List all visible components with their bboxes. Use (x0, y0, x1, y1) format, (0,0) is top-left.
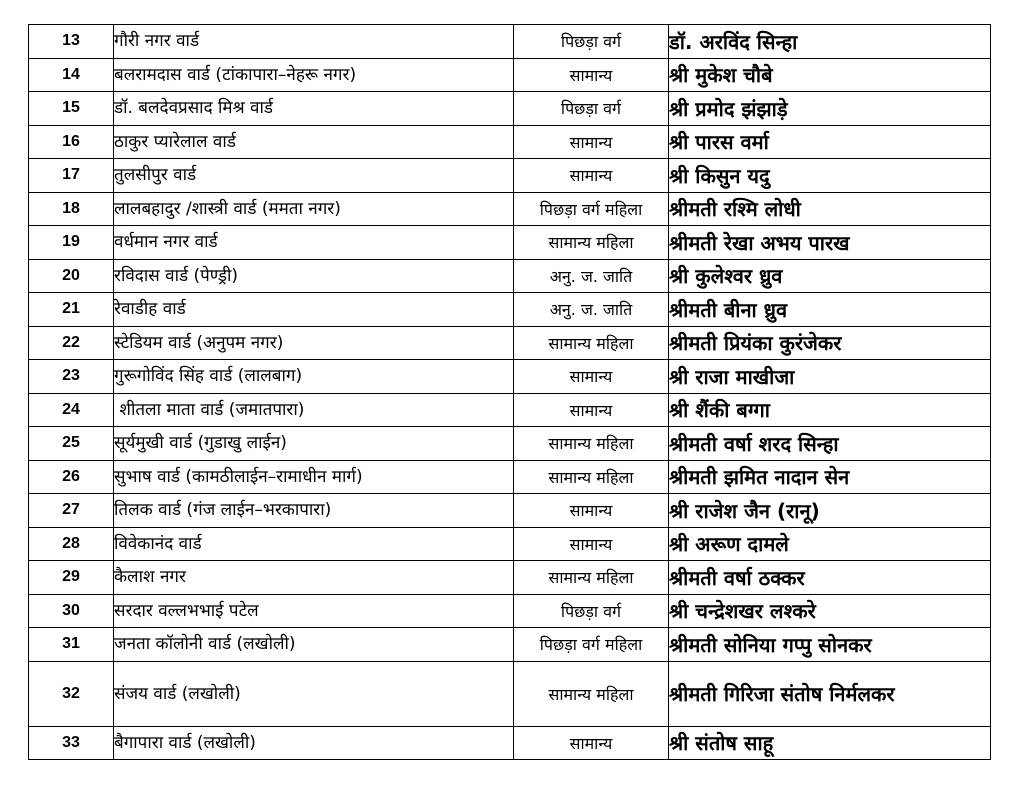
ward-number: 24 (29, 393, 114, 427)
ward-name-cell (114, 527, 514, 561)
candidate-name: श्री संतोष साहू (669, 726, 991, 760)
table-row (29, 494, 991, 528)
ward-name: संजय वार्ड (लखोली) (114, 683, 241, 704)
reservation-category: सामान्य (514, 360, 669, 394)
ward-number: 27 (29, 494, 114, 528)
ward-name: स्टेडियम वार्ड (अनुपम नगर) (114, 332, 284, 353)
table-row (29, 561, 991, 595)
candidate-name: श्रीमती बीना ध्रुव (669, 293, 991, 327)
ward-number: 21 (29, 293, 114, 327)
ward-name: सुभाष वार्ड (कामठीलाईन–रामाधीन मार्ग) (114, 466, 363, 487)
ward-name: तुलसीपुर वार्ड (114, 165, 197, 186)
ward-number: 28 (29, 527, 114, 561)
ward-number: 13 (29, 25, 114, 59)
reservation-category: पिछड़ा वर्ग महिला (514, 628, 669, 662)
candidate-name: श्री राजेश जैन (रानू) (669, 494, 991, 528)
table-row (29, 628, 991, 662)
ward-number: 32 (29, 661, 114, 726)
candidate-name: श्रीमती प्रियंका कुरंजेकर (669, 326, 991, 360)
candidate-name: श्री चन्द्रेशखर लश्करे (669, 594, 991, 628)
candidate-name: श्रीमती रेखा अभय पारख (669, 226, 991, 260)
reservation-category: सामान्य महिला (514, 326, 669, 360)
table-row (29, 326, 991, 360)
table-row (29, 226, 991, 260)
candidate-name: श्रीमती सोनिया गप्पु सोनकर (669, 628, 991, 662)
candidate-name: श्रीमती वर्षा शरद सिन्हा (669, 427, 991, 461)
ward-name-cell (114, 92, 514, 126)
ward-number: 31 (29, 628, 114, 662)
ward-name: रविदास वार्ड (पेण्ड्री) (114, 265, 238, 286)
table-row (29, 293, 991, 327)
ward-name: गौरी नगर वार्ड (114, 31, 200, 52)
candidate-name: डॉ. अरविंद सिन्हा (669, 25, 991, 59)
ward-name: तिलक वार्ड (गंज लाईन–भरकापारा) (114, 500, 332, 521)
ward-name: बलरामदास वार्ड (टांकापारा–नेहरू नगर) (114, 64, 357, 85)
ward-number: 22 (29, 326, 114, 360)
ward-number: 33 (29, 726, 114, 760)
ward-name-cell (114, 494, 514, 528)
reservation-category: सामान्य (514, 527, 669, 561)
ward-number: 23 (29, 360, 114, 394)
reservation-category: सामान्य महिला (514, 427, 669, 461)
reservation-category: अनु. ज. जाति (514, 259, 669, 293)
reservation-category: सामान्य (514, 494, 669, 528)
reservation-category: पिछड़ा वर्ग (514, 25, 669, 59)
ward-number: 15 (29, 92, 114, 126)
ward-name-cell (114, 226, 514, 260)
ward-name-cell (114, 125, 514, 159)
ward-name-cell (114, 427, 514, 461)
ward-name-cell (114, 25, 514, 59)
table-row (29, 527, 991, 561)
candidate-name: श्रीमती वर्षा ठक्कर (669, 561, 991, 595)
ward-name: गुरूगोविंद सिंह वार्ड (लालबाग) (114, 366, 303, 387)
candidate-name: श्री किसुन यदु (669, 159, 991, 193)
table-row (29, 92, 991, 126)
ward-number: 17 (29, 159, 114, 193)
table-row (29, 259, 991, 293)
ward-name-cell (114, 326, 514, 360)
ward-name: सूर्यमुखी वार्ड (गुडाखु लाईन) (114, 433, 287, 454)
reservation-category: पिछड़ा वर्ग (514, 92, 669, 126)
table-row (29, 192, 991, 226)
candidate-name: श्री प्रमोद झंझाड़े (669, 92, 991, 126)
ward-name-cell (114, 594, 514, 628)
ward-number: 26 (29, 460, 114, 494)
ward-number: 29 (29, 561, 114, 595)
table-row (29, 393, 991, 427)
reservation-category: सामान्य महिला (514, 460, 669, 494)
reservation-category: सामान्य (514, 393, 669, 427)
candidate-name: श्री अरूण दामले (669, 527, 991, 561)
ward-number: 14 (29, 58, 114, 92)
ward-name: लालबहादुर /शास्त्री वार्ड (ममता नगर) (114, 198, 341, 219)
ward-name: शीतला माता वार्ड (जमातपारा) (114, 399, 305, 420)
table-row (29, 125, 991, 159)
ward-name-cell (114, 661, 514, 726)
ward-number: 20 (29, 259, 114, 293)
ward-number: 18 (29, 192, 114, 226)
ward-name: जनता कॉलोनी वार्ड (लखोली) (114, 634, 296, 655)
ward-list-sheet (28, 24, 990, 760)
ward-name: डॉ. बलदेवप्रसाद मिश्र वार्ड (114, 98, 273, 119)
table-row (29, 25, 991, 59)
ward-name-cell (114, 58, 514, 92)
ward-name: सरदार वल्लभभाई पटेल (114, 600, 259, 621)
ward-name-cell (114, 159, 514, 193)
reservation-category: सामान्य महिला (514, 226, 669, 260)
candidate-name: श्रीमती गिरिजा संतोष निर्मलकर (669, 661, 991, 726)
ward-name: रेवाडीह वार्ड (114, 299, 186, 320)
ward-number: 30 (29, 594, 114, 628)
candidate-name: श्री पारस वर्मा (669, 125, 991, 159)
candidate-name: श्री शैंकी बग्गा (669, 393, 991, 427)
reservation-category: सामान्य (514, 58, 669, 92)
ward-name-cell (114, 259, 514, 293)
candidate-name: श्री मुकेश चौबे (669, 58, 991, 92)
ward-name: ठाकुर प्यारेलाल वार्ड (114, 131, 236, 152)
table-row (29, 726, 991, 760)
ward-number: 16 (29, 125, 114, 159)
reservation-category: सामान्य (514, 159, 669, 193)
ward-name-cell (114, 628, 514, 662)
table-row (29, 594, 991, 628)
ward-name: वर्धमान नगर वार्ड (114, 232, 218, 253)
reservation-category: सामान्य महिला (514, 661, 669, 726)
ward-name: बैगापारा वार्ड (लखोली) (114, 732, 256, 753)
candidate-name: श्रीमती रश्मि लोधी (669, 192, 991, 226)
ward-name-cell (114, 360, 514, 394)
table-row (29, 360, 991, 394)
ward-name-cell (114, 393, 514, 427)
ward-candidate-table (28, 24, 991, 760)
candidate-name: श्रीमती झमित नादान सेन (669, 460, 991, 494)
ward-name-cell (114, 561, 514, 595)
candidate-name: श्री राजा माखीजा (669, 360, 991, 394)
ward-name-cell (114, 192, 514, 226)
ward-name-cell (114, 726, 514, 760)
ward-name: विवेकानंद वार्ड (114, 533, 202, 554)
reservation-category: पिछड़ा वर्ग महिला (514, 192, 669, 226)
ward-name: कैलाश नगर (114, 567, 186, 588)
reservation-category: सामान्य (514, 125, 669, 159)
reservation-category: अनु. ज. जाति (514, 293, 669, 327)
ward-number: 25 (29, 427, 114, 461)
table-row (29, 427, 991, 461)
table-row (29, 460, 991, 494)
reservation-category: सामान्य महिला (514, 561, 669, 595)
table-row (29, 159, 991, 193)
ward-name-cell (114, 460, 514, 494)
reservation-category: पिछड़ा वर्ग (514, 594, 669, 628)
ward-name-cell (114, 293, 514, 327)
candidate-name: श्री कुलेश्वर ध्रुव (669, 259, 991, 293)
reservation-category: सामान्य (514, 726, 669, 760)
table-row (29, 661, 991, 726)
table-row (29, 58, 991, 92)
ward-number: 19 (29, 226, 114, 260)
